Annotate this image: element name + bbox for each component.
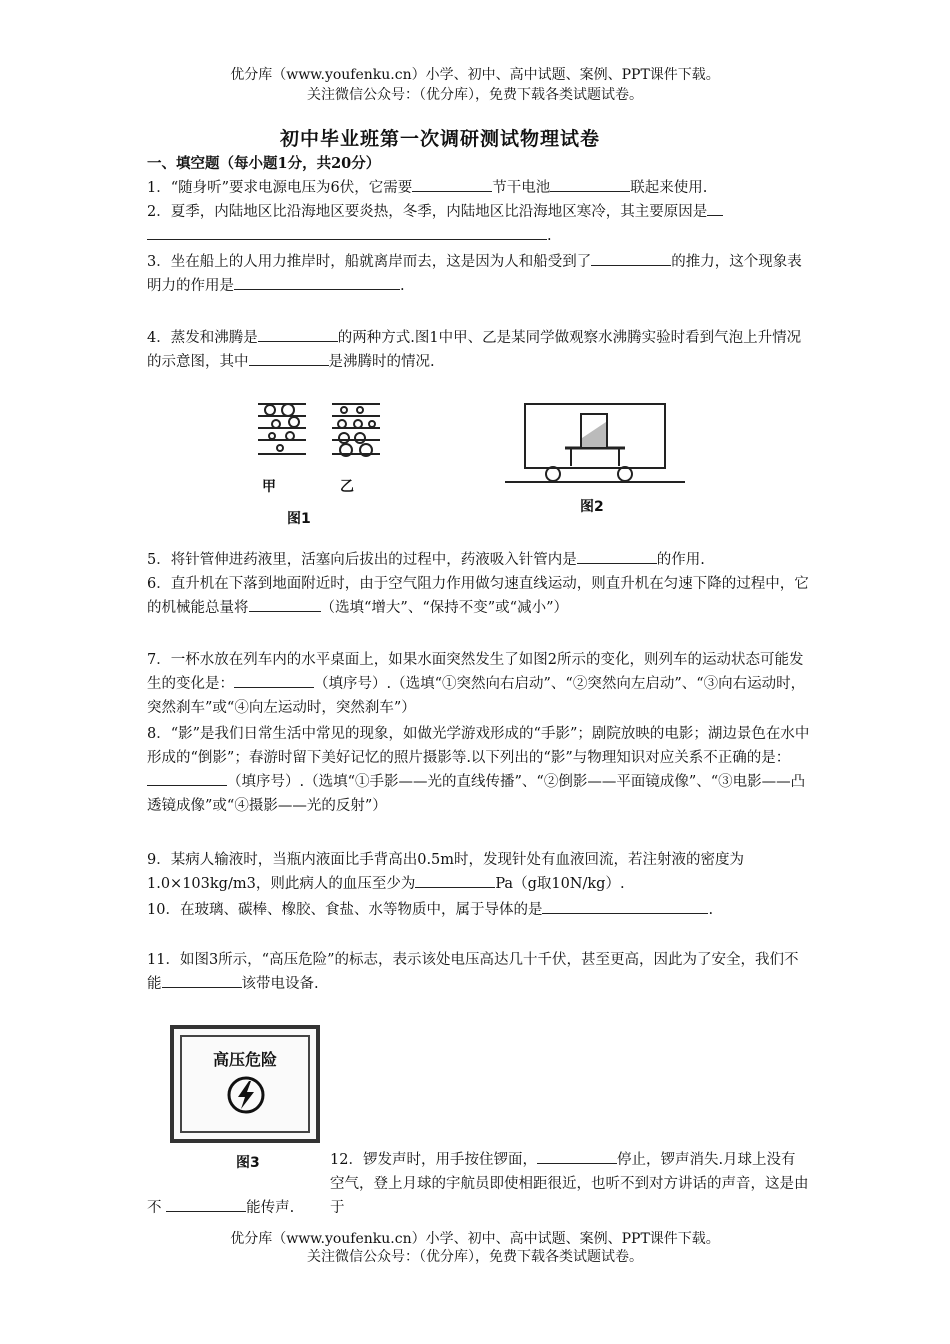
question-11: 11．如图3所示，“高压危险”的标志，表示该处电压高达几十千伏，甚至更高，因此为了安全，我们不能 该带电设备. xyxy=(147,952,799,992)
blank[interactable] xyxy=(550,176,630,192)
blank[interactable] xyxy=(258,326,338,342)
question-9: 9．某病人输液时，当瓶内液面比手背高出0.5m时，发现针处有血液回流，若注射液的密度为1.0×103kg/m3，则此病人的血压至少为 Pa（g取10N/kg）. xyxy=(147,852,745,892)
footer-line-1: 优分库（www.youfenku.cn）小学、初中、高中试题、案例、PPT课件下载。 xyxy=(230,1231,720,1247)
blank[interactable] xyxy=(147,224,547,240)
question-1: 1．“随身听”要求电源电压为6伏，它需要 节干电池 联起来使用. xyxy=(147,176,810,200)
fig1-label-a: 甲 xyxy=(262,479,276,495)
page-title: 初中毕业班第一次调研测试物理试卷 xyxy=(279,128,600,150)
blank[interactable] xyxy=(591,250,671,266)
section-heading: 一、填空题（每小题1分，共20分） xyxy=(147,155,381,172)
lightning-icon xyxy=(226,1075,266,1115)
blank[interactable] xyxy=(412,176,492,192)
fig1-label-b: 乙 xyxy=(340,479,354,495)
question-3: 3．坐在船上的人用力推岸时，船就离岸而去，这是因为人和船受到了 的推力，这个现象表明力的作用是 . xyxy=(147,250,810,298)
figure-3-sign xyxy=(170,1025,320,1143)
question-6: 6．直升机在下落到地面附近时，由于空气阻力作用做匀速直线运动，则直升机在匀速下降的过程中，它的机械能总量将 （选填“增大”、“保持不变”或“减小”） xyxy=(147,576,809,616)
question-8: 8．“影”是我们日常生活中常见的现象，如做光学游戏形成的“手影”；剧院放映的电影；湖边景色在水中形成的“倒影”；春游时留下美好记忆的照片摄影等.以下列出的“影”与物理知识对应关系不正确的是：（填序号）.（选填“①手影——光的直线传播”、“②倒影——平面镜成像”、“③电影——凸透镜成像”或“④摄影——光的反射”） xyxy=(147,726,810,814)
blank[interactable] xyxy=(542,898,708,914)
blank[interactable] xyxy=(249,596,321,612)
question-10: 10．在玻璃、碳棒、橡胶、食盐、水等物质中，属于导体的是 . xyxy=(147,898,810,922)
fig1-caption: 图1 xyxy=(287,511,311,527)
question-5: 5．将针管伸进药液里，活塞向后拔出的过程中，药液吸入针管内是 的作用. xyxy=(147,548,810,572)
blank[interactable] xyxy=(234,274,400,290)
question-12-line2: 不 能传声. xyxy=(147,1196,810,1220)
figure-1-bubbles xyxy=(250,396,390,488)
question-4: 4．蒸发和沸腾是 的两种方式.图1中甲、乙是某同学做观察水沸腾实验时看到气泡上升情况的示意图，其中 是沸腾时的情况. xyxy=(147,326,810,374)
sign-text: 高压危险 xyxy=(212,1050,277,1069)
header-line-2: 关注微信公众号：（优分库），免费下载各类试题试卷。 xyxy=(307,87,643,103)
header-line-1: 优分库（www.youfenku.cn）小学、初中、高中试题、案例、PPT课件下载。 xyxy=(230,67,720,83)
question-2: 2．夏季，内陆地区比沿海地区要炎热，冬季，内陆地区比沿海地区寒冷，其主要原因是 . xyxy=(147,200,810,248)
question-12-line1: 12．锣发声时，用手按住锣面， 停止，锣声消失.月球上没有空气，登上月球的宇航员即使相距很近，也听不到对方讲话的声音，这是由于 xyxy=(330,1148,810,1220)
blank[interactable] xyxy=(166,1196,246,1212)
blank[interactable] xyxy=(537,1148,617,1164)
fig2-caption: 图2 xyxy=(580,499,604,515)
blank[interactable] xyxy=(162,972,242,988)
blank[interactable] xyxy=(147,770,227,786)
figure-2-train-cup xyxy=(505,398,685,488)
question-7: 7．一杯水放在列车内的水平桌面上，如果水面突然发生了如图2所示的变化，则列车的运动状态可能发生的变化是： （填序号）.（选填“①突然向右启动”、“②突然向左启动”、“③向右运动时，突然刹车”或“④向左运动时，突然刹车”） xyxy=(147,652,806,716)
fig3-caption: 图3 xyxy=(236,1155,260,1171)
blank[interactable] xyxy=(415,872,495,888)
footer-line-2: 关注微信公众号：（优分库），免费下载各类试题试卷。 xyxy=(307,1249,643,1265)
q12-tail: 能传声. xyxy=(246,1200,295,1216)
blank[interactable] xyxy=(577,548,657,564)
blank[interactable] xyxy=(707,200,723,216)
blank[interactable] xyxy=(249,350,329,366)
blank[interactable] xyxy=(234,672,314,688)
